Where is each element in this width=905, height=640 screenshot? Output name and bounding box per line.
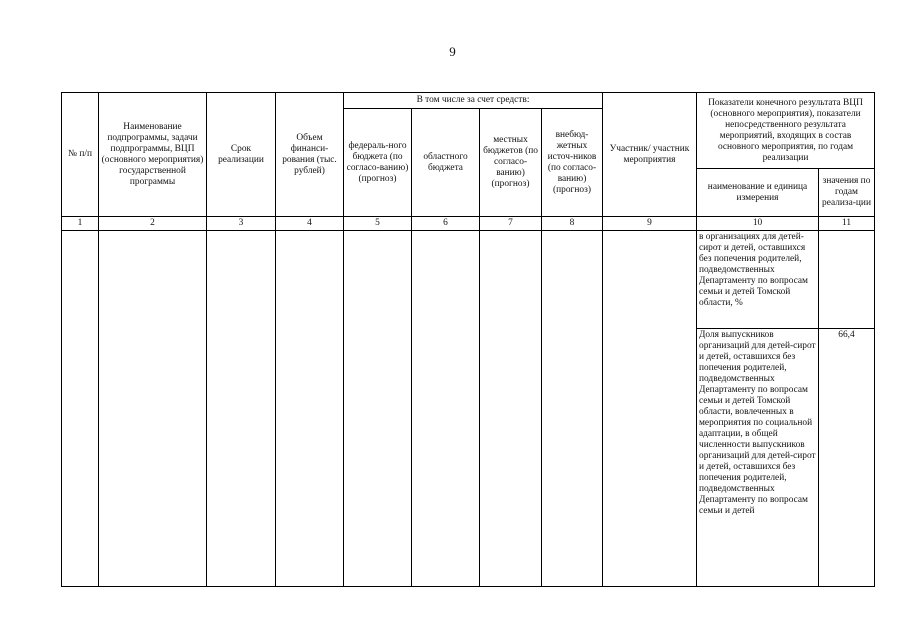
header-indicators-group: Показатели конечного результата ВЦП (основного мероприятия), показатели непосредственного результата мероприятий, входящих в состав основного мероприятия, по годам реализации <box>697 93 875 169</box>
column-number: 3 <box>207 217 276 231</box>
column-number-row <box>62 217 875 231</box>
empty-cell <box>276 231 344 587</box>
indicator-value <box>819 231 875 329</box>
table-row <box>62 231 875 329</box>
column-number: 6 <box>412 217 480 231</box>
header-volume: Объем финанси-рования (тыс. рублей) <box>276 93 344 217</box>
column-number: 5 <box>344 217 412 231</box>
header-indicator-name: наименование и единица измерения <box>697 169 819 217</box>
column-number: 10 <box>697 217 819 231</box>
indicator-text: в организациях для детей-сирот и детей, оставшихся без попечения родителей, подведомственных Департаменту по вопросам семьи и детей Томской области, % <box>697 231 819 329</box>
header-regional: областного бюджета <box>412 109 480 217</box>
header-name: Наименование подпрограммы, задачи подпрограммы, ВЦП (основного мероприятия) государственной программы <box>99 93 207 217</box>
empty-cell <box>344 231 412 587</box>
page-number: 9 <box>449 44 456 59</box>
header-extra: внебюд-жетных источ-ников (по согласо-ванию) (прогноз) <box>542 109 603 217</box>
header-funding-group: В том числе за счет средств: <box>344 93 603 109</box>
header-term: Срок реализации <box>207 93 276 217</box>
empty-cell <box>207 231 276 587</box>
indicator-text: Доля выпускников организаций для детей-сирот и детей, оставшихся без попечения родителей, подведомственных Департаменту по вопросам семьи и детей Томской области, вовлеченных в мероприятия по социальной адаптации, в общей численности выпускников организаций для детей-сирот и детей, оставшихся без попечения родителей, подведомственных Департаменту по вопросам семьи и детей <box>697 329 819 587</box>
column-number: 9 <box>603 217 697 231</box>
column-number: 2 <box>99 217 207 231</box>
empty-cell <box>99 231 207 587</box>
empty-cell <box>480 231 542 587</box>
header-federal: федераль-ного бюджета (по согласо-ванию) (прогноз) <box>344 109 412 217</box>
column-number: 8 <box>542 217 603 231</box>
empty-cell <box>603 231 697 587</box>
header-participant: Участник/ участник мероприятия <box>603 93 697 217</box>
empty-cell <box>542 231 603 587</box>
column-number: 1 <box>62 217 99 231</box>
column-number: 7 <box>480 217 542 231</box>
column-number: 4 <box>276 217 344 231</box>
empty-cell <box>62 231 99 587</box>
column-number: 11 <box>819 217 875 231</box>
indicator-value: 66,4 <box>819 329 875 587</box>
header-local: местных бюджетов (по согласо-ванию) (прогноз) <box>480 109 542 217</box>
program-table <box>61 92 875 587</box>
header-indicator-value: значения по годам реализа-ции <box>819 169 875 217</box>
header-number: № п/п <box>62 93 99 217</box>
empty-cell <box>412 231 480 587</box>
